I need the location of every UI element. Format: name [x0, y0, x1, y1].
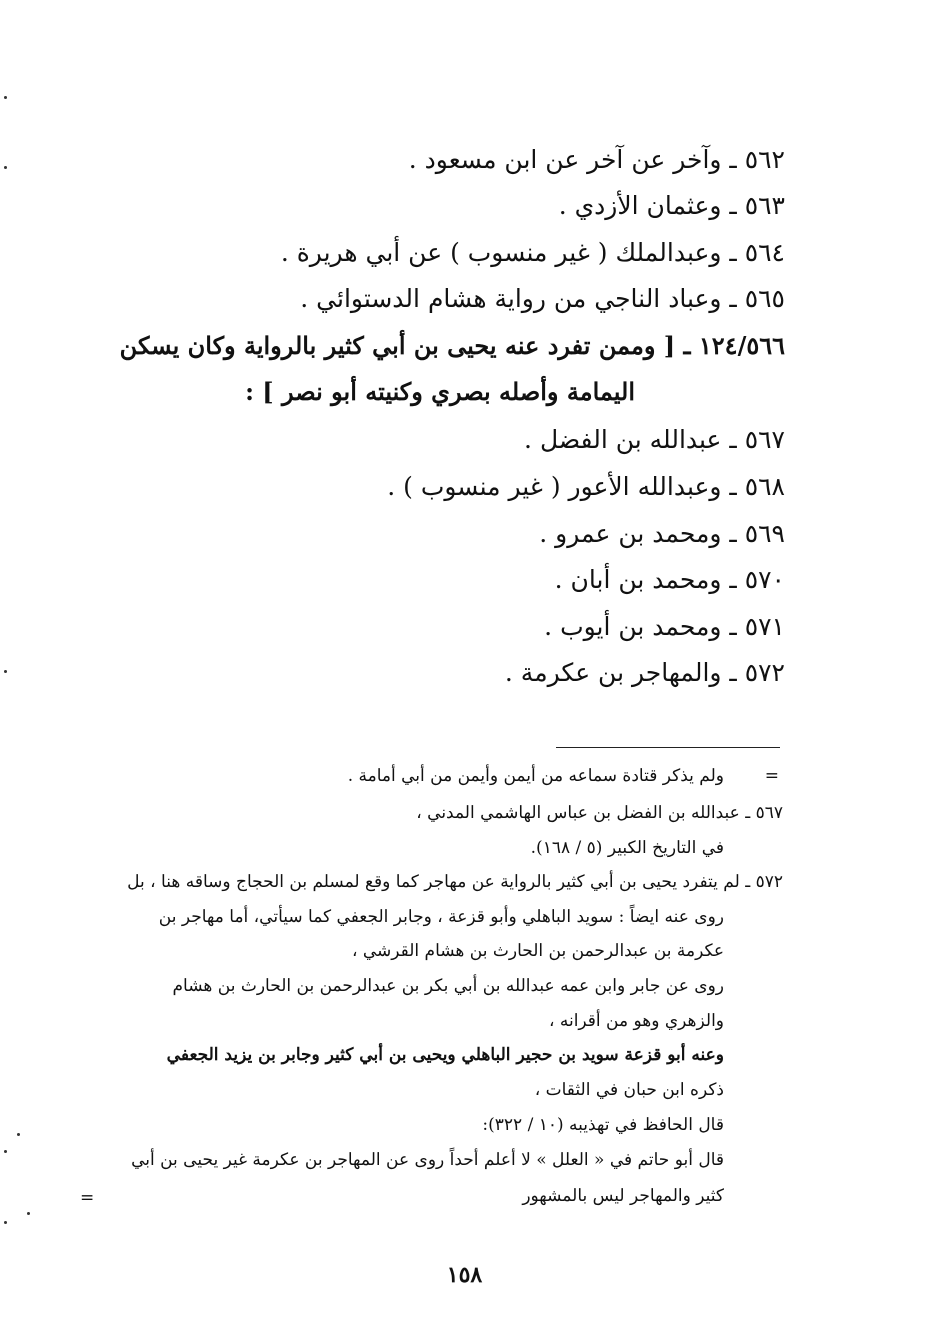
entry-567: ٥٦٧ ـ عبدالله بن الفضل .	[524, 425, 785, 454]
footnote-572-line-2: روى عنه ايضاً : سويد الباهلي وأبو قزعة ، وجابر الجعفي كما سيأتي، أما مهاجر بن	[158, 907, 724, 927]
footnote-separator	[556, 747, 780, 748]
scan-speck	[17, 1133, 20, 1136]
footnote-572-line-5: والزهري وهو من أقرانه ،	[548, 1011, 724, 1031]
footnote-572-line-8: قال الحافظ في تهذيبه (١٠ / ٣٢٢):	[482, 1115, 724, 1135]
entry-570: ٥٧٠ ـ ومحمد بن أبان .	[554, 565, 785, 594]
entry-568: ٥٦٨ ـ وعبدالله الأعور ( غير منسوب ) .	[387, 472, 785, 501]
entry-571: ٥٧١ ـ ومحمد بن أيوب .	[544, 612, 785, 641]
scan-speck	[4, 166, 7, 169]
scan-speck	[4, 1150, 7, 1153]
footnote-572-line-9: قال أبو حاتم في « العلل » لا أعلم أحداً روى عن المهاجر بن عكرمة غير يحيى بن أبي	[131, 1150, 724, 1170]
footnote-572-line-6: وعنه أبو قزعة سويد بن حجير الباهلي ويحيى بن أبي كثير وجابر بن يزيد الجعفي	[166, 1045, 724, 1065]
footnote-572-line-1: ٥٧٢ ـ لم يتفرد يحيى بن أبي كثير بالرواية عن مهاجر كما وقع لمسلم بن الحجاج وساقه هنا ، بل	[127, 872, 783, 892]
entry-572: ٥٧٢ ـ والمهاجر بن عكرمة .	[504, 658, 785, 687]
footnote-572-line-7: ذكره ابن حبان في الثقات ،	[534, 1080, 724, 1100]
footnote-continued: =	[764, 766, 779, 786]
section-heading-line-1: ١٢٤/٥٦٦ ـ [ وممن تفرد عنه يحيى بن أبي كثير بالرواية وكان يسكن	[119, 331, 785, 360]
section-heading-line-2: اليمامة وأصله بصري وكنيته أبو نصر ] :	[245, 377, 635, 406]
scan-speck	[27, 1212, 30, 1215]
footnote-572-line-3: عكرمة بن عبدالرحمن بن الحارث بن هشام القرشي ،	[351, 941, 724, 961]
page-number: ١٥٨	[446, 1262, 483, 1288]
entry-564: ٥٦٤ ـ وعبدالملك ( غير منسوب ) عن أبي هريرة .	[280, 238, 785, 267]
scan-speck	[4, 96, 7, 99]
footnote-567-line-2: في التاريخ الكبير (٥ / ١٦٨).	[530, 838, 724, 858]
entry-563: ٥٦٣ ـ وعثمان الأزدي .	[558, 191, 785, 220]
entry-562: ٥٦٢ ـ وآخر عن آخر عن ابن مسعود .	[408, 145, 785, 174]
footnote-572-line-4: روى عن جابر وابن عمه عبدالله بن أبي بكر بن عبدالرحمن بن الحارث بن هشام	[172, 976, 724, 996]
entry-565: ٥٦٥ ـ وعباد الناجي من رواية هشام الدستوائي .	[300, 284, 785, 313]
footnote-continues-marker: =	[80, 1188, 95, 1208]
footnote-572-line-10: كثير والمهاجر ليس بالمشهور	[522, 1186, 724, 1206]
footnote-continued-text: ولم يذكر قتادة سماعه من أيمن وأيمن من أبي أمامة .	[347, 766, 724, 786]
entry-569: ٥٦٩ ـ ومحمد بن عمرو .	[539, 519, 785, 548]
scan-speck	[4, 670, 7, 673]
scan-speck	[4, 1221, 7, 1224]
footnote-567-line-1: ٥٦٧ ـ عبدالله بن الفضل بن عباس الهاشمي المدني ،	[416, 803, 783, 823]
